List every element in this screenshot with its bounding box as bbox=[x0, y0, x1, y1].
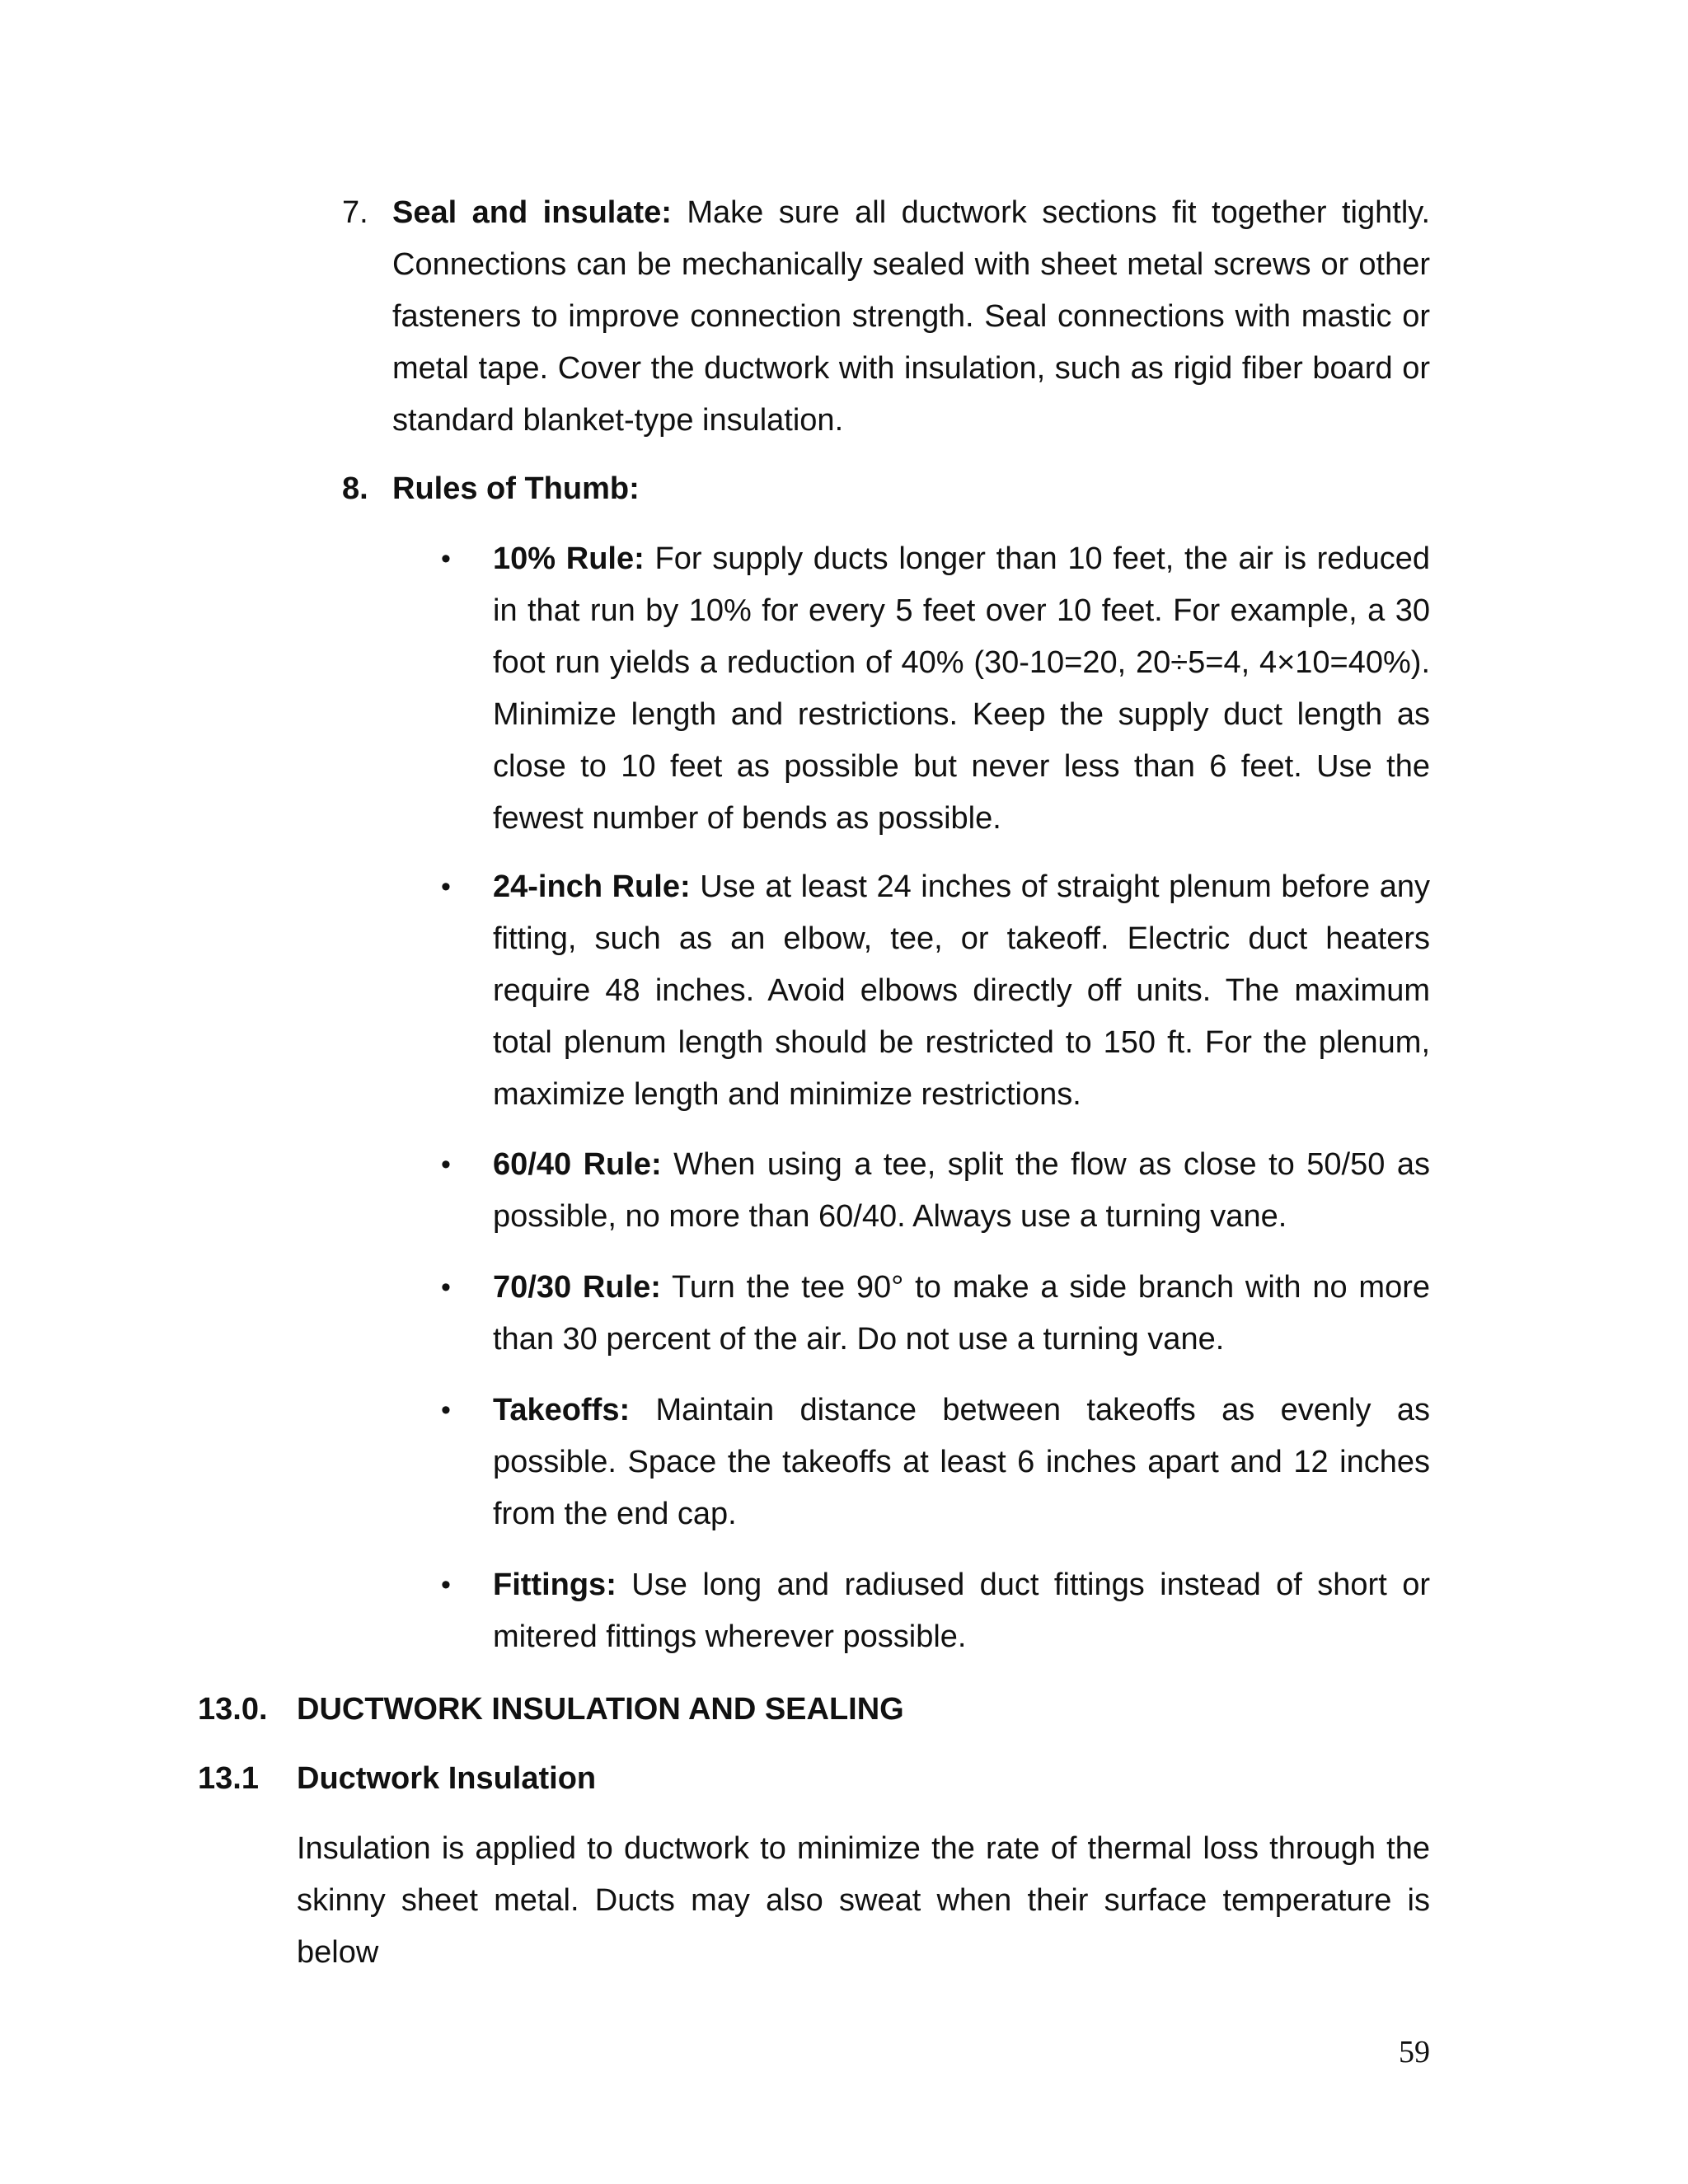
bullet-item-60-40-rule bbox=[441, 1139, 1430, 1243]
page-number: 59 bbox=[1399, 2035, 1430, 2069]
bullet-title: Takeoffs: bbox=[493, 1393, 631, 1427]
subsection-number: 13.1 bbox=[198, 1761, 259, 1796]
bullet-item-70-30-rule bbox=[441, 1262, 1430, 1366]
bullet-icon: • bbox=[441, 543, 451, 574]
bullet-text bbox=[493, 533, 1430, 845]
subsection-title: Ductwork Insulation bbox=[297, 1761, 597, 1796]
bullet-text bbox=[493, 1262, 1430, 1366]
subsection-paragraph: Insulation is applied to ductwork to minimize the rate of thermal loss through the skinny sheet metal. Ducts may also sweat when their surface temperature is below bbox=[297, 1831, 1430, 1970]
section-title: DUCTWORK INSULATION AND SEALING bbox=[297, 1692, 904, 1727]
list-item-title: Rules of Thumb: bbox=[392, 471, 640, 506]
bullet-item-10-percent-rule bbox=[441, 533, 1430, 845]
bullet-body: When using a tee, split the flow as close to 50/50 as possible, no more than 60/40. Always use a turning vane. bbox=[493, 1147, 1431, 1234]
bullet-icon: • bbox=[441, 1394, 451, 1426]
bullet-body: For supply ducts longer than 10 feet, the air is reduced in that run by 10% for every 5 feet over 10 feet. For example, a 30 foot run yields a reduction of 40% (30-10=20, 20÷5=4, 4×10=40%). Minimize length and restrictions. Keep the supply duct length as close to 10 feet as possible but never less than 6 feet. Use the fewest number of bends as possible. bbox=[493, 541, 1430, 836]
bullet-body: Maintain distance between takeoffs as evenly as possible. Space the takeoffs at least 6 inches apart and 12 inches from the end cap. bbox=[493, 1393, 1430, 1531]
list-item-text bbox=[392, 463, 1430, 515]
section-number: 13.0. bbox=[198, 1692, 268, 1727]
bullet-icon: • bbox=[441, 1569, 451, 1601]
list-item-title: Seal and insulate: bbox=[392, 195, 672, 230]
bullet-icon: • bbox=[441, 1272, 451, 1303]
section-heading bbox=[198, 1690, 904, 1729]
bullet-body: Use at least 24 inches of straight plenum before any fitting, such as an elbow, tee, or takeoff. Electric duct heaters require 48 inches. Avoid elbows directly off units. The maximum total plenum length should be restricted to 150 ft. For the plenum, maximize length and minimize restrictions. bbox=[493, 869, 1430, 1112]
list-number: 8. bbox=[342, 471, 368, 506]
bullet-body: Use long and radiused duct fittings instead of short or mitered fittings wherever possible. bbox=[493, 1568, 1430, 1654]
bullet-icon: • bbox=[441, 1149, 451, 1180]
list-item-8 bbox=[342, 463, 1430, 515]
bullet-text bbox=[493, 1385, 1430, 1540]
bullet-title: Fittings: bbox=[493, 1568, 617, 1602]
list-item-body: Make sure all ductwork sections fit together tightly. Connections can be mechanically sealed with sheet metal screws or other fasteners to improve connection strength. Seal connections with mastic or metal tape. Cover the ductwork with insulation, such as rigid fiber board or standard blanket-type insulation. bbox=[392, 195, 1431, 438]
list-number: 7. bbox=[342, 195, 368, 230]
subsection-paragraph-container bbox=[297, 1823, 1430, 1979]
bullet-text bbox=[493, 1559, 1430, 1663]
list-item-text bbox=[392, 187, 1430, 447]
list-item-7 bbox=[342, 187, 1430, 447]
bullet-title: 70/30 Rule: bbox=[493, 1270, 661, 1305]
bullet-item-24-inch-rule bbox=[441, 861, 1430, 1121]
bullet-title: 10% Rule: bbox=[493, 541, 645, 576]
bullet-title: 24-inch Rule: bbox=[493, 869, 691, 904]
bullet-text bbox=[493, 1139, 1430, 1243]
bullet-body: Turn the tee 90° to make a side branch with no more than 30 percent of the air. Do not use a turning vane. bbox=[493, 1270, 1430, 1357]
bullet-icon: • bbox=[441, 871, 451, 902]
bullet-title: 60/40 Rule: bbox=[493, 1147, 662, 1182]
bullet-item-takeoffs bbox=[441, 1385, 1430, 1540]
subsection-heading bbox=[198, 1759, 596, 1798]
bullet-text bbox=[493, 861, 1430, 1121]
bullet-item-fittings bbox=[441, 1559, 1430, 1663]
